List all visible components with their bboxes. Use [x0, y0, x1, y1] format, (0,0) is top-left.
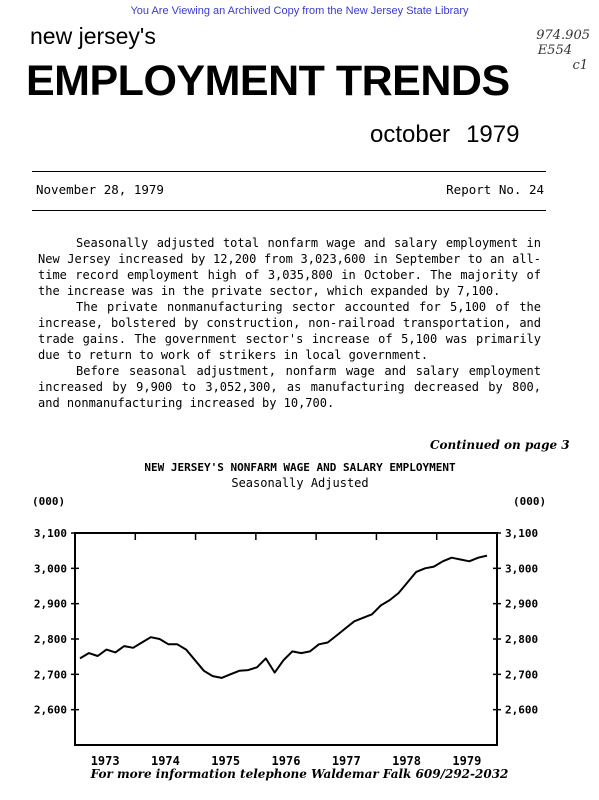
y-tick-label-right: 2,900	[505, 597, 539, 611]
call-number-line: 974.905	[536, 28, 590, 43]
y-tick-label-right: 3,000	[505, 562, 539, 576]
y-tick-label-right: 2,600	[505, 703, 539, 717]
article-body	[38, 235, 541, 411]
x-tick-label: 1979	[452, 754, 482, 768]
y-tick-label-left: 3,000	[33, 562, 67, 576]
x-tick-label: 1976	[271, 754, 301, 768]
x-tick-label: 1973	[90, 754, 120, 768]
call-number-line: c1	[572, 58, 588, 73]
x-tick-label: 1977	[331, 754, 361, 768]
y-tick-label-left: 2,800	[33, 633, 67, 646]
x-tick-label: 1974	[150, 754, 180, 768]
y-tick-label-left: 2,700	[33, 668, 67, 682]
masthead-subtitle: new jersey's	[30, 23, 156, 49]
y-tick-label-right: 2,700	[505, 668, 539, 682]
y-tick-label-left: 3,100	[33, 527, 67, 540]
divider	[32, 171, 546, 172]
issue-month: october	[370, 121, 451, 148]
issue-year: 1979	[466, 121, 520, 148]
issue-date	[370, 121, 519, 149]
divider	[32, 210, 546, 211]
x-tick-label: 1975	[211, 754, 241, 768]
masthead-title: EMPLOYMENT TRENDS	[26, 57, 510, 105]
paragraph: Seasonally adjusted total nonfarm wage and salary employment in New Jersey increased by 12,200 from 3,023,600 in September to an all-time record employment high of 3,035,800 in October. The majority of the increase was in the private sector, which expanded by 7,100.	[38, 236, 541, 298]
handwritten-call-number	[500, 28, 590, 73]
employment-line-chart	[0, 477, 599, 768]
report-date: November 28, 1979	[36, 182, 164, 197]
report-number: Report No. 24	[446, 182, 544, 197]
paragraph: The private nonmanufacturing sector accounted for 5,100 of the increase, bolstered by construction, non-railroad transportation, and trade gains. The government sector's increase of 5,100 was primarily due to return to work of strikers in local government.	[38, 300, 541, 362]
plot-frame	[75, 533, 497, 745]
chart-subtitle: Seasonally Adjusted	[231, 476, 369, 490]
archive-banner: You Are Viewing an Archived Copy from the New Jersey State Library	[130, 5, 469, 17]
y-axis-unit-right: (000)	[513, 495, 547, 508]
x-tick-label: 1978	[392, 754, 422, 768]
paragraph: Before seasonal adjustment, nonfarm wage and salary employment increased by 9,900 to 3,052,300, as manufacturing decreased by 800, and nonmanufacturing increased by 10,700.	[38, 364, 541, 410]
chart-title: NEW JERSEY'S NONFARM WAGE AND SALARY EMPLOYMENT	[144, 461, 456, 474]
continued-note: Continued on page 3	[430, 438, 570, 452]
y-axis-unit-left: (000)	[32, 495, 66, 508]
y-tick-label-left: 2,900	[33, 597, 67, 611]
y-tick-label-left: 2,600	[33, 703, 67, 717]
y-tick-label-right: 2,800	[505, 633, 539, 646]
contact-footer: For more information telephone Waldemar Falk 609/292-2032	[90, 767, 509, 781]
y-tick-label-right: 3,100	[505, 527, 539, 540]
series-line	[80, 556, 487, 678]
call-number-line: E554	[537, 43, 572, 58]
